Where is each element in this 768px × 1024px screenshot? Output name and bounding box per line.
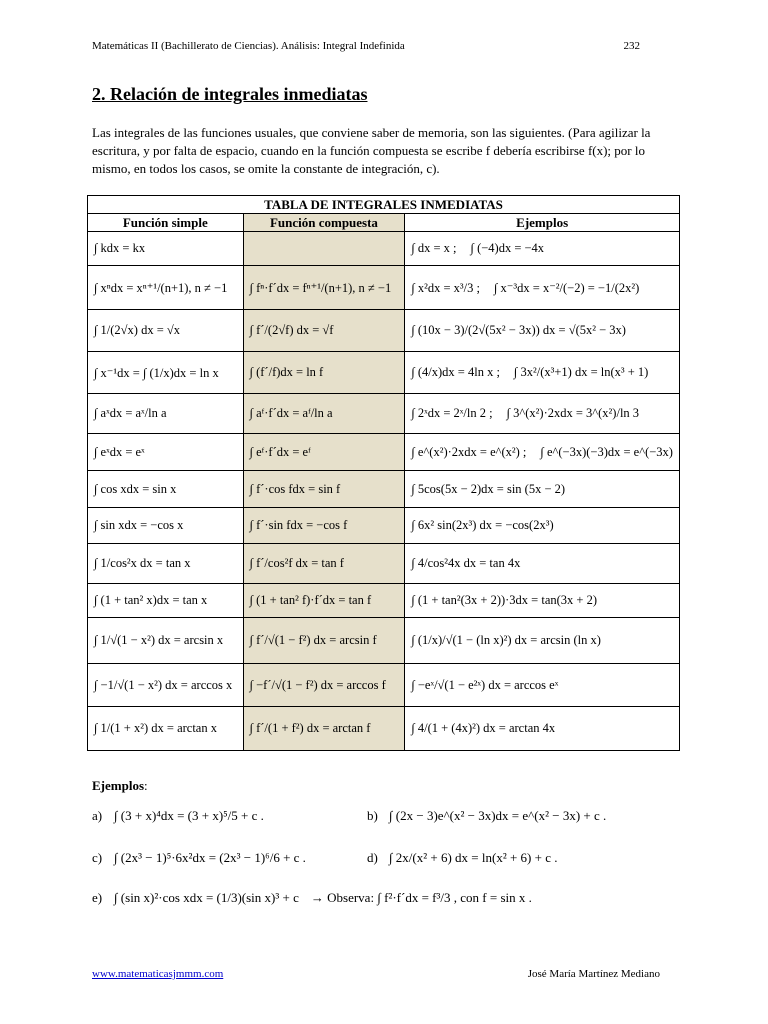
example-label: b) [367,808,378,823]
table-row [88,664,680,707]
cell-funcion-simple: ∫ cos xdx = sin x [88,471,244,508]
ejemplo-formula: ∫ 5cos(5x − 2)dx = sin (5x − 2) [411,481,566,496]
example-formula: ∫ (3 + x)⁴dx = (3 + x)⁵/5 + c . [114,808,264,823]
cell-ejemplos [405,352,680,394]
cell-ejemplos [405,618,680,664]
example-formula: ∫ 2x/(x² + 6) dx = ln(x² + 6) + c . [389,850,558,865]
example-d [367,850,558,866]
page-footer [92,968,660,980]
cell-funcion-simple: ∫ (1 + tan² x)dx = tan x [88,584,244,618]
cell-funcion-compuesta: ∫ f´/√(1 − f²) dx = arcsin f [243,618,405,664]
example-label: c) [92,850,103,865]
cell-ejemplos [405,508,680,544]
cell-funcion-compuesta: ∫ eᶠ·f´dx = eᶠ [243,434,405,471]
ejemplo-formula: ∫ (1/x)/√(1 − (ln x)²) dx = arcsin (ln x) [411,633,601,647]
course-title: Matemáticas II (Bachillerato de Ciencias). Análisis: Integral Indefinida [92,40,405,52]
table-row [88,232,680,266]
cell-funcion-simple: ∫ 1/√(1 − x²) dx = arcsin x [88,618,244,664]
cell-ejemplos [405,471,680,508]
header-funcion-simple: Función simple [88,214,244,232]
ejemplo-formula: ∫ 4/cos²4x dx = tan 4x [411,556,521,570]
cell-funcion-compuesta: ∫ f´/(1 + f²) dx = arctan f [243,707,405,751]
ejemplo-formula: ∫ (−4)dx = −4x [470,241,545,255]
cell-funcion-compuesta: ∫ −f´/√(1 − f²) dx = arccos f [243,664,405,707]
ejemplo-formula: ∫ 3x²/(x³+1) dx = ln(x³ + 1) [513,365,649,379]
example-label: e) [92,890,103,905]
cell-funcion-compuesta: ∫ f´/(2√f) dx = √f [243,310,405,352]
header-ejemplos: Ejemplos [405,214,680,232]
ejemplo-formula: ∫ (10x − 3)/(2√(5x² − 3x)) dx = √(5x² − 3x) [411,323,626,337]
ejemplo-formula: ∫ e^(−3x)(−3)dx = e^(−3x) [540,444,673,459]
cell-ejemplos [405,434,680,471]
cell-funcion-compuesta: ∫ f´·cos fdx = sin f [243,471,405,508]
cell-ejemplos [405,394,680,434]
table-row [88,544,680,584]
table-row [88,434,680,471]
cell-funcion-simple: ∫ 1/(1 + x²) dx = arctan x [88,707,244,751]
cell-funcion-simple: ∫ x⁻¹dx = ∫ (1/x)dx = ln x [88,352,244,394]
example-a [92,808,264,824]
cell-funcion-compuesta: ∫ (f´/f)dx = ln f [243,352,405,394]
cell-funcion-compuesta: ∫ f´·sin fdx = −cos f [243,508,405,544]
example-label: d) [367,850,378,865]
example-formula: ∫ (2x − 3)e^(x² − 3x)dx = e^(x² − 3x) + c . [389,808,607,823]
cell-funcion-simple: ∫ xⁿdx = xⁿ⁺¹/(n+1), n ≠ −1 [88,266,244,310]
table-body [88,232,680,751]
ejemplo-formula: ∫ x²dx = x³/3 ; [411,280,480,295]
cell-funcion-compuesta: ∫ (1 + tan² f)·f´dx = tan f [243,584,405,618]
cell-ejemplos [405,310,680,352]
cell-funcion-compuesta: ∫ fⁿ·f´dx = fⁿ⁺¹/(n+1), n ≠ −1 [243,266,405,310]
page-header [92,40,640,52]
ejemplo-formula: ∫ dx = x ; [411,241,457,255]
cell-funcion-simple: ∫ aˣdx = aˣ/ln a [88,394,244,434]
table-row [88,584,680,618]
examples-title: Ejemplos: [92,778,148,793]
ejemplo-formula: ∫ (1 + tan²(3x + 2))·3dx = tan(3x + 2) [411,593,598,607]
ejemplo-formula: ∫ 3^(x²)·2xdx = 3^(x²)/ln 3 [506,406,640,420]
table-title: TABLA DE INTEGRALES INMEDIATAS [88,196,680,214]
website-link[interactable]: www.matematicasjmmm.com [92,968,224,980]
cell-funcion-simple: ∫ 1/cos²x dx = tan x [88,544,244,584]
ejemplo-formula: ∫ 6x² sin(2x³) dx = −cos(2x³) [411,518,554,532]
intro-paragraph: Las integrales de las funciones usuales, que conviene saber de memoria, son las siguientes. (Para agilizar la escritura, y por falta de espacio, cuando en la función compuesta se escribe f debería escribirse f(x); por lo mismo, en todos los casos, se omite la constante de integración, c). [92,125,651,176]
cell-ejemplos [405,544,680,584]
cell-ejemplos [405,664,680,707]
page-number: 232 [623,40,640,52]
table-row [88,508,680,544]
table-row [88,310,680,352]
cell-funcion-compuesta [243,232,405,266]
ejemplo-formula: ∫ x⁻³dx = x⁻²/(−2) = −1/(2x²) [494,280,640,295]
section-title: 2. Relación de integrales inmediatas [92,84,368,104]
example-label: a) [92,808,103,823]
table-row [88,471,680,508]
cell-funcion-compuesta: ∫ f´/cos²f dx = tan f [243,544,405,584]
example-note: → Observa: ∫ f²·f´dx = f³/3 , con f = sin x . [310,890,532,905]
cell-funcion-simple: ∫ 1/(2√x) dx = √x [88,310,244,352]
table-row [88,618,680,664]
cell-funcion-simple: ∫ kdx = kx [88,232,244,266]
example-formula: ∫ (2x³ − 1)⁵·6x²dx = (2x³ − 1)⁶/6 + c . [114,850,306,865]
table-row [88,394,680,434]
cell-ejemplos [405,707,680,751]
ejemplo-formula: ∫ 2ˣdx = 2ˣ/ln 2 ; [411,406,493,420]
table-row [88,707,680,751]
example-e [92,890,532,906]
author-name: José María Martínez Mediano [527,968,660,980]
header-funcion-compuesta: Función compuesta [243,214,405,232]
ejemplo-formula: ∫ e^(x²)·2xdx = e^(x²) ; [411,444,527,459]
ejemplo-formula: ∫ −eˣ/√(1 − e²ˣ) dx = arccos eˣ [411,677,559,692]
cell-ejemplos [405,266,680,310]
table-row [88,352,680,394]
example-b [367,808,606,824]
cell-ejemplos [405,232,680,266]
cell-funcion-simple: ∫ −1/√(1 − x²) dx = arccos x [88,664,244,707]
ejemplo-formula: ∫ 4/(1 + (4x)²) dx = arctan 4x [411,721,556,735]
example-formula: ∫ (sin x)²·cos xdx = (1/3)(sin x)³ + c [114,890,299,905]
integrals-table [87,195,680,751]
table-row [88,266,680,310]
cell-funcion-simple: ∫ eˣdx = eˣ [88,434,244,471]
example-c [92,850,306,866]
cell-funcion-compuesta: ∫ aᶠ·f´dx = aᶠ/ln a [243,394,405,434]
cell-ejemplos [405,584,680,618]
ejemplo-formula: ∫ (4/x)dx = 4ln x ; [411,365,500,379]
cell-funcion-simple: ∫ sin xdx = −cos x [88,508,244,544]
